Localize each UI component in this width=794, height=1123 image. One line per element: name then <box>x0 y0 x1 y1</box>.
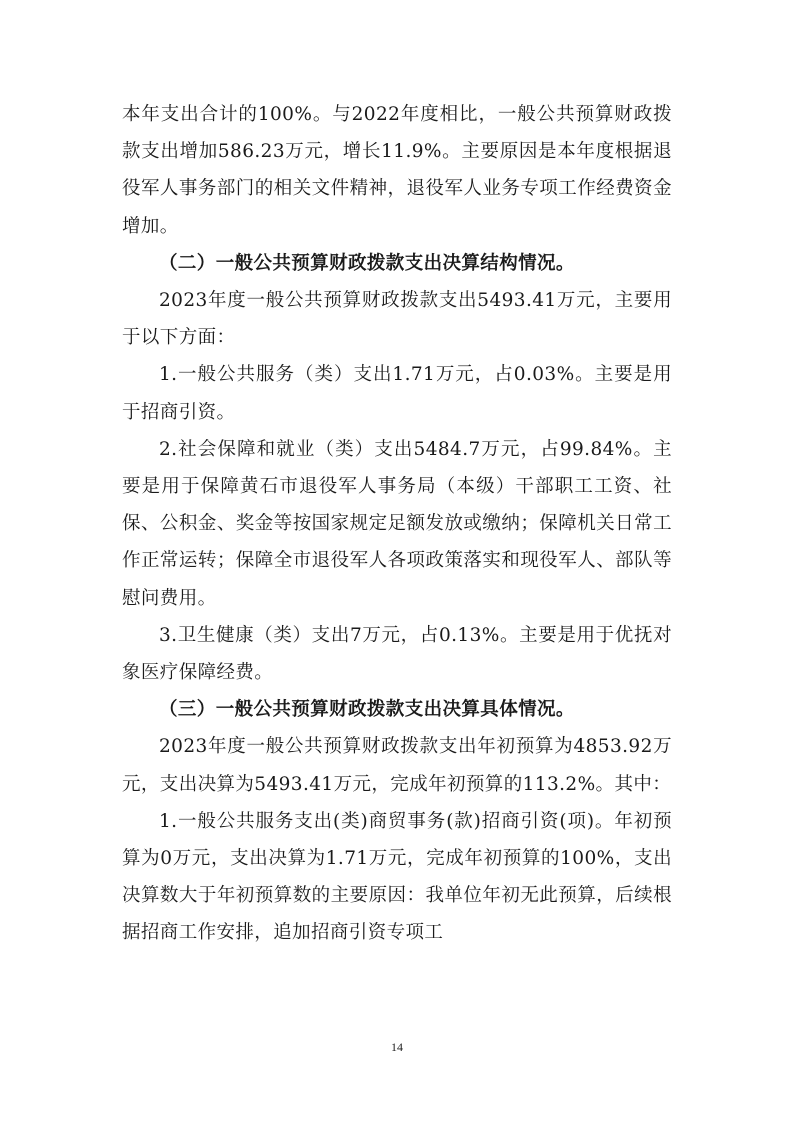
section-heading-2: （二）一般公共预算财政拨款支出决算结构情况。 <box>159 252 575 274</box>
paragraph-social-security: 2.社会保障和就业（类）支出5484.7万元，占99.84%。主要是用于保障黄石市退役军人事务局（本级）干部职工工资、社保、公积金、奖金等按国家规定足额发放或缴纳；保障机关日常工作正常运转；保障全市退役军人各项政策落实和现役军人、部队等慰问费用。 <box>122 438 672 609</box>
section-heading-3: （三）一般公共预算财政拨款支出决算具体情况。 <box>159 699 575 721</box>
paragraph-continuation: 本年支出合计的100%。与2022年度相比，一般公共预算财政拨款支出增加586.23万元，增长11.9%。主要原因是本年度根据退役军人事务部门的相关文件精神，退役军人业务专项工作经费资金增加。 <box>122 104 672 237</box>
page-number: 14 <box>391 1040 403 1054</box>
paragraph-health: 3.卫生健康（类）支出7万元，占0.13%。主要是用于优抚对象医疗保障经费。 <box>122 624 672 684</box>
paragraph-total-expenditure: 2023年度一般公共预算财政拨款支出5493.41万元，主要用于以下方面： <box>122 290 672 349</box>
paragraph-public-service: 1.一般公共服务（类）支出1.71万元，占0.03%。主要是用于招商引资。 <box>122 364 672 423</box>
document-body <box>122 96 672 952</box>
paragraph-investment-item: 1.一般公共服务支出(类)商贸事务(款)招商引资(项)。年初预算为0万元，支出决算为1.71万元，完成年初预算的100%，支出决算数大于年初预算数的主要原因：我单位年初无此预算，后续根据招商工作安排，追加招商引资专项工 <box>122 810 672 944</box>
paragraph-budget-detail: 2023年度一般公共预算财政拨款支出年初预算为4853.92万元，支出决算为5493.41万元，完成年初预算的113.2%。其中： <box>122 736 672 795</box>
